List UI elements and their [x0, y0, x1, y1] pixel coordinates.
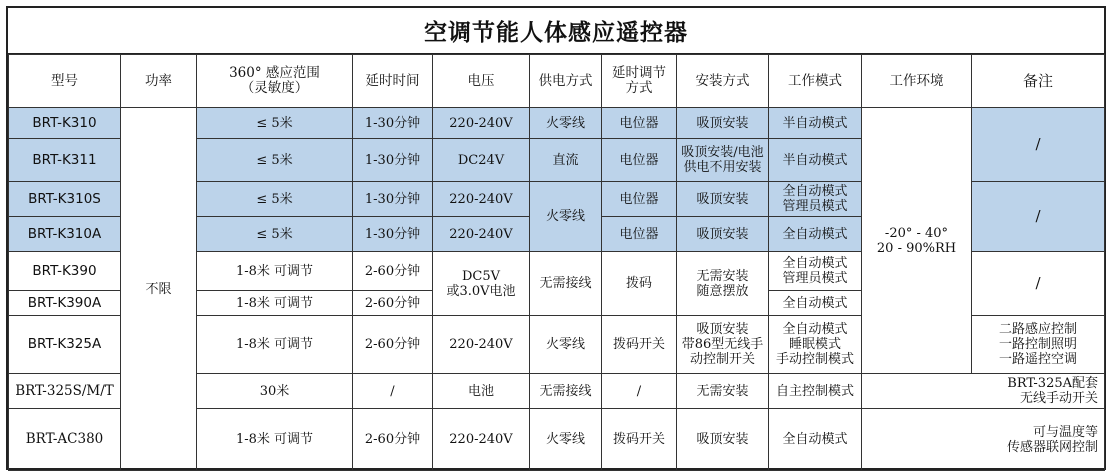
spec-table	[8, 54, 1105, 471]
mode-cell: 全自动模式 管理员模式	[769, 252, 862, 291]
supply-cell: 火零线	[530, 409, 602, 471]
model-cell: BRT-325S/M/T	[9, 374, 121, 409]
delay-cell: 2-60分钟	[353, 291, 433, 316]
install-cell: 吸顶安装 带86型无线手 动控制开关	[677, 316, 769, 374]
delay-cell: 2-60分钟	[353, 252, 433, 291]
note-cell: /	[972, 182, 1105, 252]
mode-cell: 全自动模式	[769, 217, 862, 252]
install-cell: 吸顶安装	[677, 108, 769, 139]
voltage-cell: 220-240V	[433, 409, 530, 471]
mode-cell: 全自动模式 睡眠模式 手动控制模式	[769, 316, 862, 374]
range-cell: ≤ 5米	[197, 217, 353, 252]
install-cell: 无需安装 随意摆放	[677, 252, 769, 316]
install-cell: 无需安装	[677, 374, 769, 409]
table-frame	[6, 6, 1106, 470]
voltage-cell: 220-240V	[433, 217, 530, 252]
adjust-cell: 拨码	[602, 252, 677, 316]
adjust-cell: /	[602, 374, 677, 409]
range-cell: 1-8米 可调节	[197, 291, 353, 316]
header-cell: 工作模式	[769, 55, 862, 108]
mode-cell: 自主控制模式	[769, 374, 862, 409]
supply-cell: 火零线	[530, 182, 602, 252]
model-cell: BRT-K310	[9, 108, 121, 139]
adjust-cell: 电位器	[602, 217, 677, 252]
table-title: 空调节能人体感应遥控器	[8, 8, 1104, 54]
supply-cell: 无需接线	[530, 252, 602, 316]
delay-cell: /	[353, 374, 433, 409]
header-cell: 备注	[972, 55, 1105, 108]
mode-cell: 半自动模式	[769, 139, 862, 182]
header-cell: 延时调节 方式	[602, 55, 677, 108]
mode-cell: 全自动模式 管理员模式	[769, 182, 862, 217]
install-cell: 吸顶安装	[677, 182, 769, 217]
note-cell: /	[972, 108, 1105, 182]
voltage-cell: 220-240V	[433, 182, 530, 217]
header-cell: 360° 感应范围 （灵敏度）	[197, 55, 353, 108]
range-cell: 30米	[197, 374, 353, 409]
voltage-cell: DC5V 或3.0V电池	[433, 252, 530, 316]
header-cell: 型号	[9, 55, 121, 108]
model-cell: BRT-K390	[9, 252, 121, 291]
header-cell: 工作环境	[862, 55, 972, 108]
range-cell: ≤ 5米	[197, 139, 353, 182]
delay-cell: 1-30分钟	[353, 182, 433, 217]
model-cell: BRT-K310A	[9, 217, 121, 252]
delay-cell: 1-30分钟	[353, 217, 433, 252]
delay-cell: 2-60分钟	[353, 316, 433, 374]
install-cell: 吸顶安装	[677, 217, 769, 252]
note-cell: BRT-325A配套 无线手动开关	[862, 374, 1105, 409]
adjust-cell: 电位器	[602, 182, 677, 217]
header-cell: 安装方式	[677, 55, 769, 108]
range-cell: ≤ 5米	[197, 182, 353, 217]
power-cell: 不限	[121, 108, 197, 471]
header-cell: 供电方式	[530, 55, 602, 108]
voltage-cell: DC24V	[433, 139, 530, 182]
install-text: 吸顶安装/电池供电不用安装	[681, 145, 764, 175]
mode-cell: 半自动模式	[769, 108, 862, 139]
voltage-cell: 电池	[433, 374, 530, 409]
delay-cell: 2-60分钟	[353, 409, 433, 471]
model-cell: BRT-AC380	[9, 409, 121, 471]
note-cell: 二路感应控制 一路控制照明 一路遥控空调	[972, 316, 1105, 374]
adjust-cell: 电位器	[602, 139, 677, 182]
model-cell: BRT-K390A	[9, 291, 121, 316]
range-cell: 1-8米 可调节	[197, 316, 353, 374]
header-cell: 功率	[121, 55, 197, 108]
supply-cell: 直流	[530, 139, 602, 182]
install-cell: 吸顶安装	[677, 409, 769, 471]
note-cell: 可与温度等 传感器联网控制	[862, 409, 1105, 471]
header-cell: 延时时间	[353, 55, 433, 108]
environment-cell: -20° - 40° 20 - 90%RH	[862, 108, 972, 374]
install-cell	[677, 139, 769, 182]
header-row	[9, 55, 1105, 108]
model-cell: BRT-K310S	[9, 182, 121, 217]
delay-cell: 1-30分钟	[353, 139, 433, 182]
range-cell: 1-8米 可调节	[197, 409, 353, 471]
voltage-cell: 220-240V	[433, 108, 530, 139]
delay-cell: 1-30分钟	[353, 108, 433, 139]
adjust-cell: 拨码开关	[602, 316, 677, 374]
supply-cell: 火零线	[530, 108, 602, 139]
note-cell: /	[972, 252, 1105, 316]
mode-cell: 全自动模式	[769, 291, 862, 316]
supply-cell: 火零线	[530, 316, 602, 374]
table-row	[9, 108, 1105, 139]
adjust-cell: 拨码开关	[602, 409, 677, 471]
model-cell: BRT-K311	[9, 139, 121, 182]
range-cell: ≤ 5米	[197, 108, 353, 139]
header-cell: 电压	[433, 55, 530, 108]
mode-cell: 全自动模式	[769, 409, 862, 471]
adjust-cell: 电位器	[602, 108, 677, 139]
range-cell: 1-8米 可调节	[197, 252, 353, 291]
supply-cell: 无需接线	[530, 374, 602, 409]
model-cell: BRT-K325A	[9, 316, 121, 374]
voltage-cell: 220-240V	[433, 316, 530, 374]
